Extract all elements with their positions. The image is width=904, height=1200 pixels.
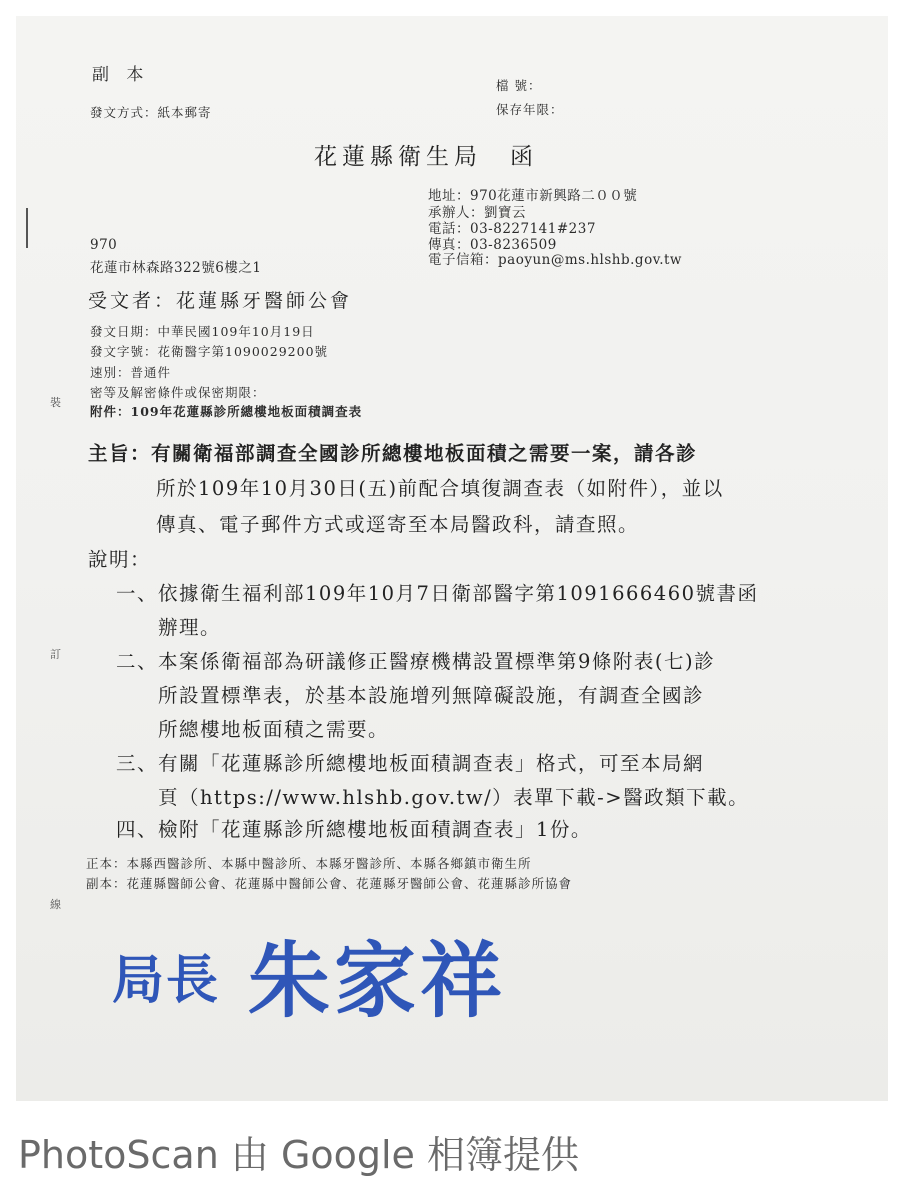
explanation-item-4-line-1: 四、檢附「花蓮縣診所總樓地板面積調查表」1份。: [116, 818, 592, 841]
sender-contact: 承辦人：劉寶云: [428, 205, 526, 221]
recipient-street: 花蓮市林森路322號6樓之1: [90, 260, 262, 276]
explanation-item-3-line-1: 三、有關「花蓮縣診所總樓地板面積調查表」格式，可至本局網: [116, 752, 705, 775]
secrecy-level: 密等及解密條件或保密期限：: [90, 385, 266, 400]
margin-mark-line: 線: [50, 898, 61, 911]
document-paper: [16, 16, 888, 1101]
director-title-seal: 局長: [112, 950, 221, 1011]
explanation-label: 說明：: [88, 548, 152, 571]
explanation-item-3-line-2: 頁（https://www.hlshb.gov.tw/）表單下載->醫政類下載。: [158, 786, 750, 809]
explanation-item-2-line-3: 所總樓地板面積之需要。: [158, 718, 390, 741]
distribution-copy: 副本：花蓮縣醫師公會、花蓮縣中醫師公會、花蓮縣牙醫師公會、花蓮縣診所協會: [86, 876, 573, 891]
margin-mark-staple: 訂: [50, 648, 61, 661]
sender-fax: 傳真：03-8236509: [428, 237, 557, 253]
issue-date: 發文日期：中華民國109年10月19日: [90, 324, 315, 339]
distribution-primary: 正本：本縣西醫診所、本縣中醫診所、本縣牙醫診所、本縣各鄉鎮市衛生所: [86, 856, 532, 871]
retention-label: 保存年限：: [496, 102, 564, 117]
sender-email: 電子信箱：paoyun@ms.hlshb.gov.tw: [428, 252, 682, 268]
sender-phone: 電話：03-8227141#237: [428, 221, 596, 237]
photoscan-attribution: PhotoScan 由 Google 相簿提供: [18, 1133, 580, 1177]
explanation-item-2-line-1: 二、本案係衛福部為研議修正醫療機構設置標準第9條附表(七)診: [116, 650, 716, 673]
explanation-item-1-line-2: 辦理。: [158, 616, 222, 639]
attachment-line: 附件：109年花蓮縣診所總樓地板面積調查表: [90, 404, 363, 419]
subject-line-3: 傳真、電子郵件方式或逕寄至本局醫政科，請查照。: [156, 513, 640, 536]
scan-edge-mark: [26, 208, 28, 248]
recipient-line: 受文者：花蓮縣牙醫師公會: [88, 290, 353, 312]
explanation-item-1-line-1: 一、依據衛生福利部109年10月7日衛部醫字第1091666460號書函: [116, 582, 759, 605]
margin-mark-bind: 裝: [50, 396, 61, 409]
director-signature-seal: 朱家祥: [248, 933, 507, 1029]
subject-line-2: 所於109年10月30日(五)前配合填復調查表（如附件），並以: [156, 477, 724, 500]
file-number-label: 檔 號：: [496, 78, 542, 93]
document-number: 發文字號：花衛醫字第1090029200號: [90, 344, 329, 359]
document-title: 花蓮縣衛生局 函: [314, 144, 538, 170]
explanation-item-2-line-2: 所設置標準表，於基本設施增列無障礙設施，有調查全國診: [158, 684, 705, 707]
recipient-zip: 970: [90, 237, 118, 253]
send-method: 發文方式：紙本郵寄: [90, 105, 212, 120]
copy-label: 副 本: [92, 65, 150, 85]
subject-line-1: 主旨：有關衛福部調查全國診所總樓地板面積之需要一案，請各診: [88, 442, 698, 465]
sender-address: 地址：970花蓮市新興路二００號: [428, 188, 638, 204]
delivery-speed: 速別：普通件: [90, 365, 172, 380]
